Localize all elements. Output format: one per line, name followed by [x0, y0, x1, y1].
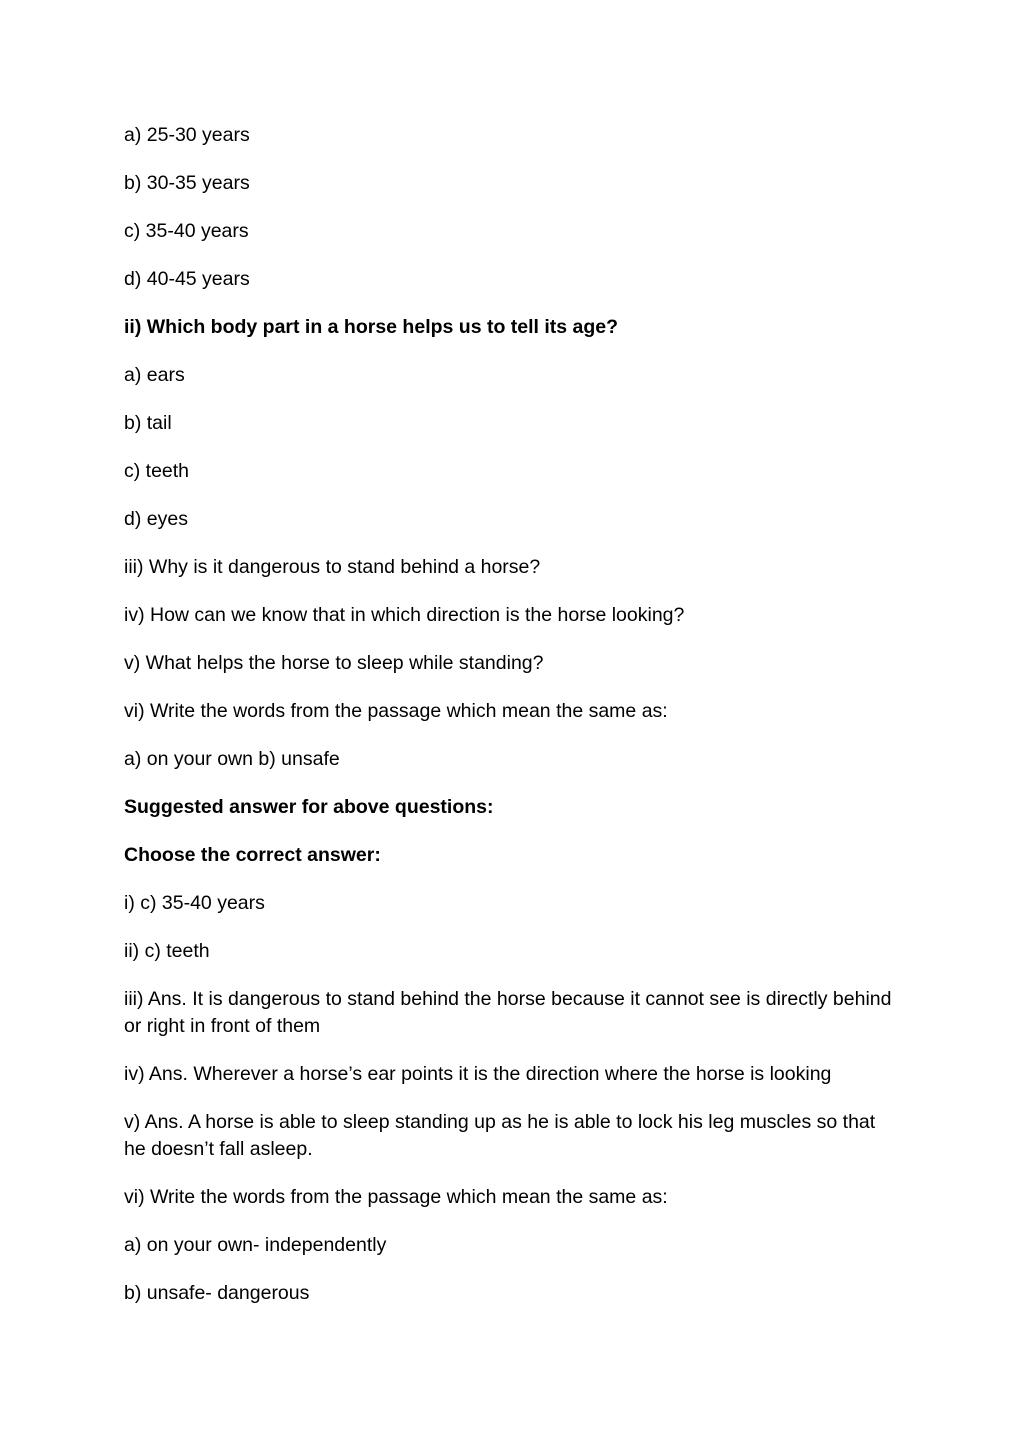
answer-line: iv) Ans. Wherever a horse’s ear points it is the direction where the horse is looking — [124, 1063, 832, 1085]
answer-line: v) Ans. A horse is able to sleep standing up as he is able to lock his leg muscles so that he doesn’t fall asleep. — [124, 1111, 876, 1160]
question-line: v) What helps the horse to sleep while standing? — [124, 652, 544, 674]
option-line: c) teeth — [124, 460, 190, 482]
answer-line: a) on your own- independently — [124, 1234, 387, 1256]
section-heading: Suggested answer for above questions: — [124, 796, 494, 818]
option-line: a) 25-30 years — [124, 124, 250, 146]
answer-line: i) c) 35-40 years — [124, 892, 265, 914]
option-line: b) tail — [124, 412, 172, 434]
question-heading: ii) Which body part in a horse helps us to tell its age? — [124, 316, 619, 338]
question-line: vi) Write the words from the passage which mean the same as: — [124, 700, 668, 722]
option-line: c) 35-40 years — [124, 220, 249, 242]
answer-line: iii) Ans. It is dangerous to stand behind the horse because it cannot see is directly behind or right in front of them — [124, 988, 892, 1037]
answer-line: ii) c) teeth — [124, 940, 210, 962]
option-line: b) 30-35 years — [124, 172, 250, 194]
question-line: iii) Why is it dangerous to stand behind a horse? — [124, 556, 541, 578]
option-line: d) 40-45 years — [124, 268, 250, 290]
answer-line: b) unsafe- dangerous — [124, 1282, 310, 1304]
document-page — [124, 122, 894, 1328]
question-line: a) on your own b) unsafe — [124, 748, 340, 770]
option-line: d) eyes — [124, 508, 188, 530]
section-heading: Choose the correct answer: — [124, 844, 381, 866]
question-line: iv) How can we know that in which direction is the horse looking? — [124, 604, 685, 626]
answer-line: vi) Write the words from the passage which mean the same as: — [124, 1186, 668, 1208]
option-line: a) ears — [124, 364, 185, 386]
